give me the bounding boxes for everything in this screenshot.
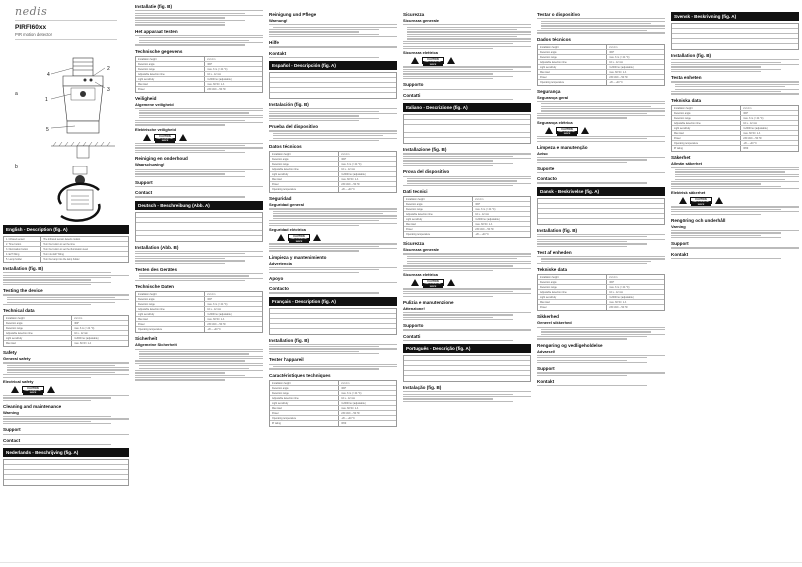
- warning-triangle-icon: [11, 386, 19, 393]
- table-row: Detection range max. 6 m (< 24 °C): [4, 326, 128, 331]
- table-row: 2. Time button Turn the button to set the time: [4, 242, 128, 247]
- figure-label-a: a: [15, 91, 18, 97]
- table-row: Installation height 2.2-4 m: [4, 316, 128, 321]
- column-6: Svensk - Beskrivning (fig. A) Installation (fig. B) Testa enheten Tekniska data Installation height 2.2-4 m Detection angle 360° Detection range max. 6 m (< 24 °C) Adjustable detection time 10 s - 12 min Light sensitivity 3-2000 lux (adjustable) Max load max. 60 W / 1 A Power 230 VAC ~ 50 Hz Operating temperature -20 ~ +40 °C IP rating IP20 Säkerhet Allmän säkerhet Elektrisk säkerhet CAUTION RISK OF ELECTRIC SHOCK Rengöring och underhåll Varning Support Kontakt: [668, 0, 802, 567]
- divider: [15, 39, 117, 40]
- warning-triangle-icon: [545, 127, 553, 134]
- figure-label-b: b: [15, 164, 18, 170]
- parts-table-sv: [671, 23, 799, 50]
- warning-triangle-icon: [581, 127, 589, 134]
- parts-table-en: [3, 236, 129, 263]
- table-row: Detection angle 360°: [4, 321, 128, 326]
- page-footer-line: [0, 562, 802, 563]
- heading-testing-en: Testing the device: [3, 288, 43, 294]
- heading-support-en: Support: [3, 427, 21, 433]
- table-row: Adjustable detection time 10 s - 12 min: [4, 331, 128, 336]
- heading-cleaning-en: Cleaning and maintenance: [3, 403, 62, 409]
- svg-text:1: 1: [45, 97, 48, 103]
- tech-table-en: [3, 315, 129, 347]
- table-row: 3. Illumination button Turn the button to set the illumination level: [4, 247, 128, 252]
- product-code: PIRFI60xx: [15, 24, 47, 31]
- divider: [15, 20, 117, 21]
- tech-table-pt: Installation height 2.2-4 m Detection angle 360° Detection range max. 6 m (< 24 °C) Adjustable detection time 10 s - 12 min Light sensitivity 3-2000 lux (adjustable) Max load max. 60 W / 1 A Power 230 VAC ~ 50 Hz Operating temperature -20 ~ +40 °C: [537, 44, 665, 86]
- warning-triangle-icon: [715, 197, 723, 204]
- figure-b: [3, 166, 129, 222]
- warning-triangle-icon: [277, 234, 285, 241]
- parts-table-es: [269, 72, 397, 99]
- table-row: Max load max. 60 W / 1 A: [6, 342, 92, 346]
- parts-table-fr: [269, 308, 397, 335]
- tech-table-sv: Installation height 2.2-4 m Detection angle 360° Detection range max. 6 m (< 24 °C) Adjustable detection time 10 s - 12 min Light sensitivity 3-2000 lux (adjustable) Max load max. 60 W / 1 A Power 230 VAC ~ 50 Hz Operating temperature -20 ~ +40 °C IP rating IP20: [671, 105, 799, 152]
- heading-installation-en: Installation (fig. B): [3, 266, 44, 271]
- column-5: Testar o dispositivo Dados técnicos Installation height 2.2-4 m Detection angle 360° Detection range max. 6 m (< 24 °C) Adjustable detection time 10 s - 12 min Light sensitivity 3-2000 lux (adjustable) Max load max. 60 W / 1 A Power 230 VAC ~ 50 Hz Operating temperature -20 ~ +40 °C Segurança Segurança geral Segurança elétrica CAUTION RISK OF ELECTRIC SHOCK Limpeza e manutenção Aviso Suporte Contacto Dansk - Beskrivelse (fig. A) Installation (fig. B) Test af enheden Tekniske data Installation height 2.2-4 m Detection angle 360° Detection range max. 6 m (< 24 °C) Adjustable detection time 10 s - 12 min Light sensitivity 3-2000 lux (adjustable) Max load max. 60 W / 1 A Power 230 VAC ~ 50 Hz Sikkerhed Generel sikkerhed Rengøring og vedligeholdelse Advarsel! Support Kontakt: [534, 0, 668, 567]
- column-1: nedis PIRFI60xx PIR motion detector a 4 2 3 1 5 b English - Description (fig. A) 1. Infrared sensor The Infrared sensor detects motion 2. Time button Turn the button to set the time 3. Illumination button Turn the button to set the illumination level 4. E27 fitting Turn into E27 fitting 5. Lamp holder Turn the lamp into the lamp holder Installation (fig. B) Testing the device Technical data Installation height 2.2-4 m Detection angle 360° Detection range max. 6 m (< 24 °C) Adjustable detection time 10 s - 12 min Light sensitivity 3-2000 lux (adjustable) Max load max. 60 W / 1 A Safety General safety Electrical safety CAUTION RISK OF ELECTRIC SHOCK Cleaning and maintenance Warning Support Contact Nederlands - Beschrijving (fig. A): [0, 0, 132, 567]
- warning-triangle-icon: [447, 279, 455, 286]
- tech-table-da: Installation height 2.2-4 m Detection angle 360° Detection range max. 6 m (< 24 °C) Adjustable detection time 10 s - 12 min Light sensitivity 3-2000 lux (adjustable) Max load max. 60 W / 1 A Power 230 VAC ~ 50 Hz: [537, 274, 665, 311]
- caution-warning: CAUTION RISK OF ELECTRIC SHOCK: [143, 134, 263, 141]
- table-row: Light sensitivity 3-2000 lux (adjustable): [4, 336, 128, 341]
- figure-a: [3, 46, 129, 166]
- table-row: 4. E27 fitting Turn into E27 fitting: [4, 252, 128, 257]
- tech-table-de: Installation height 2.2-4 m Detection angle 360° Detection range max. 6 m (< 24 °C) Adjustable detection time 10 s - 12 min Light sensitivity 3-2000 lux (adjustable) Max load max. 60 W / 1 A Power 230 VAC ~ 50 Hz Operating temperature -20 ~ +40 °C: [135, 291, 263, 333]
- parts-table-nl: [3, 459, 129, 486]
- column-2: Installatie (fig. B) Het apparaat testen Technische gegevens Installation height 2.2-4 m Detection angle 360° Detection range max. 6 m (< 24 °C) Adjustable detection time 10 s - 12 min Light sensitivity 3-2000 lux (adjustable) Max load max. 60 W / 1 A Power 230 VAC ~ 50 Hz Veiligheid Algemene veiligheid Elektrische veiligheid CAUTION RISK OF ELECTRIC SHOCK Reiniging en onderhoud Waarschuwing! Support Contact Deutsch - Beschreibung (Abb. A) Installation (Abb. B) Testen des Gerätes Technische Daten Installation height 2.2-4 m Detection angle 360° Detection range max. 6 m (< 24 °C) Adjustable detection time 10 s - 12 min Light sensitivity 3-2000 lux (adjustable) Max load max. 60 W / 1 A Power 230 VAC ~ 50 Hz Operating temperature -20 ~ +40 °C Sicherheit Allgemeine Sicherheit: [132, 0, 266, 567]
- motion-detector-diagram-icon: [3, 46, 132, 166]
- warning-triangle-icon: [411, 57, 419, 64]
- heading-tech-en: Technical data: [3, 308, 35, 314]
- section-header-fr: Français - Description (fig. A): [269, 297, 397, 306]
- caution-warning: CAUTION RISK OF ELECTRIC SHOCK: [679, 197, 799, 204]
- svg-text:4: 4: [47, 72, 50, 78]
- caution-label: CAUTION RISK OF ELECTRIC SHOCK: [22, 386, 44, 393]
- column-3: Reinigung und Pflege Warnung! Hilfe Kontakt Español - Descripción (fig. A) Instalación (fig. B) Prueba del dispositivo Datos técnicos Installation height 2.2-4 m Detection angle 360° Detection range max. 6 m (< 24 °C) Adjustable detection time 10 s - 12 min Light sensitivity 3-2000 lux (adjustable) Max load max. 60 W / 1 A Power 230 VAC ~ 50 Hz Operating temperature -20 ~ +40 °C Seguridad Seguridad general Seguridad eléctrica CAUTION RISK OF ELECTRIC SHOCK Limpieza y mantenimiento Advertencia Apoyo Contacto Français - Description (fig. A) Installation (fig. B) Tester l'appareil Caractéristiques techniques Installation height 2.2-4 m Detection angle 360° Detection range max. 6 m (< 24 °C) Adjustable detection time 10 s - 12 min Light sensitivity 3-2000 lux (adjustable) Max load max. 60 W / 1 A Power 230 VAC ~ 50 Hz Operating temperature -20 ~ +40 °C IP rating IP20: [266, 0, 400, 567]
- table-row: 1. Infrared sensor The Infrared sensor detects motion: [4, 237, 128, 242]
- svg-text:5: 5: [46, 127, 49, 133]
- section-header-sv: Svensk - Beskrivning (fig. A): [671, 12, 799, 21]
- brand-logo: nedis: [15, 5, 48, 18]
- warning-triangle-icon: [47, 386, 55, 393]
- heading-safety-en: Safety: [3, 350, 17, 356]
- parts-table-de: [135, 212, 263, 242]
- tech-table-fr: Installation height 2.2-4 m Detection angle 360° Detection range max. 6 m (< 24 °C) Adjustable detection time 10 s - 12 min Light sensitivity 3-2000 lux (adjustable) Max load max. 60 W / 1 A Power 230 VAC ~ 50 Hz Operating temperature -20 ~ +40 °C IP rating IP20: [269, 380, 397, 427]
- warning-triangle-icon: [143, 134, 151, 141]
- warning-triangle-icon: [447, 57, 455, 64]
- section-header-en: English - Description (fig. A): [3, 225, 129, 234]
- installation-rotation-diagram-icon: [3, 166, 132, 222]
- heading-contact-en: Contact: [3, 437, 21, 443]
- caution-warning: CAUTION RISK OF ELECTRIC SHOCK: [277, 234, 397, 241]
- caution-warning: CAUTION RISK OF ELECTRIC SHOCK: [411, 57, 531, 64]
- section-header-pt: Português - Descrição (fig. A): [403, 344, 531, 353]
- warning-triangle-icon: [313, 234, 321, 241]
- tech-table-nl: Installation height 2.2-4 m Detection angle 360° Detection range max. 6 m (< 24 °C) Adjustable detection time 10 s - 12 min Light sensitivity 3-2000 lux (adjustable) Max load max. 60 W / 1 A Power 230 VAC ~ 50 Hz: [135, 56, 263, 93]
- warning-triangle-icon: [179, 134, 187, 141]
- section-header-nl: Nederlands - Beschrijving (fig. A): [3, 448, 129, 457]
- tech-table-es: Installation height 2.2-4 m Detection angle 360° Detection range max. 6 m (< 24 °C) Adjustable detection time 10 s - 12 min Light sensitivity 3-2000 lux (adjustable) Max load max. 60 W / 1 A Power 230 VAC ~ 50 Hz Operating temperature -20 ~ +40 °C: [269, 151, 397, 193]
- product-name: PIR motion detector: [15, 32, 53, 37]
- parts-table-it: [403, 114, 531, 144]
- caution-warning: CAUTION RISK OF ELECTRIC SHOCK: [411, 279, 531, 286]
- section-header-da: Dansk - Beskrivelse (fig. A): [537, 187, 665, 196]
- svg-text:2: 2: [107, 66, 110, 72]
- svg-text:3: 3: [107, 87, 110, 93]
- tech-table-it: Installation height 2.2-4 m Detection angle 360° Detection range max. 6 m (< 24 °C) Adjustable detection time 10 s - 12 min Light sensitivity 3-2000 lux (adjustable) Max load max. 60 W / 1 A Power 230 VAC ~ 50 Hz Operating temperature -20 ~ +40 °C: [403, 196, 531, 238]
- section-header-de: Deutsch - Beschreibung (Abb. A): [135, 201, 263, 210]
- parts-table-da: [537, 198, 665, 225]
- section-header-it: Italiano - Descrizione (fig. A): [403, 103, 531, 112]
- caution-warning: [11, 386, 129, 393]
- warning-triangle-icon: [679, 197, 687, 204]
- warning-triangle-icon: [411, 279, 419, 286]
- section-header-es: Español - Descripción (fig. A): [269, 61, 397, 70]
- table-row: 5. Lamp holder Turn the lamp into the lamp holder: [6, 258, 80, 261]
- column-4: Sicurezza Sicurezza generale Sicurezza elettrica CAUTION RISK OF ELECTRIC SHOCK Supporto Contatti Italiano - Descrizione (fig. A) Installazione (fig. B) Prova del dispositivo Dati tecnici Installation height 2.2-4 m Detection angle 360° Detection range max. 6 m (< 24 °C) Adjustable detection time 10 s - 12 min Light sensitivity 3-2000 lux (adjustable) Max load max. 60 W / 1 A Power 230 VAC ~ 50 Hz Operating temperature -20 ~ +40 °C Sicurezza Sicurezza generale Sicurezza elettrica CAUTION RISK OF ELECTRIC SHOCK Pulizia e manutenzione Attenzione! Supporto Contatti Português - Descrição (fig. A) Instalação (fig. B): [400, 0, 534, 567]
- parts-table-pt: [403, 355, 531, 382]
- caution-warning: CAUTION RISK OF ELECTRIC SHOCK: [545, 127, 665, 134]
